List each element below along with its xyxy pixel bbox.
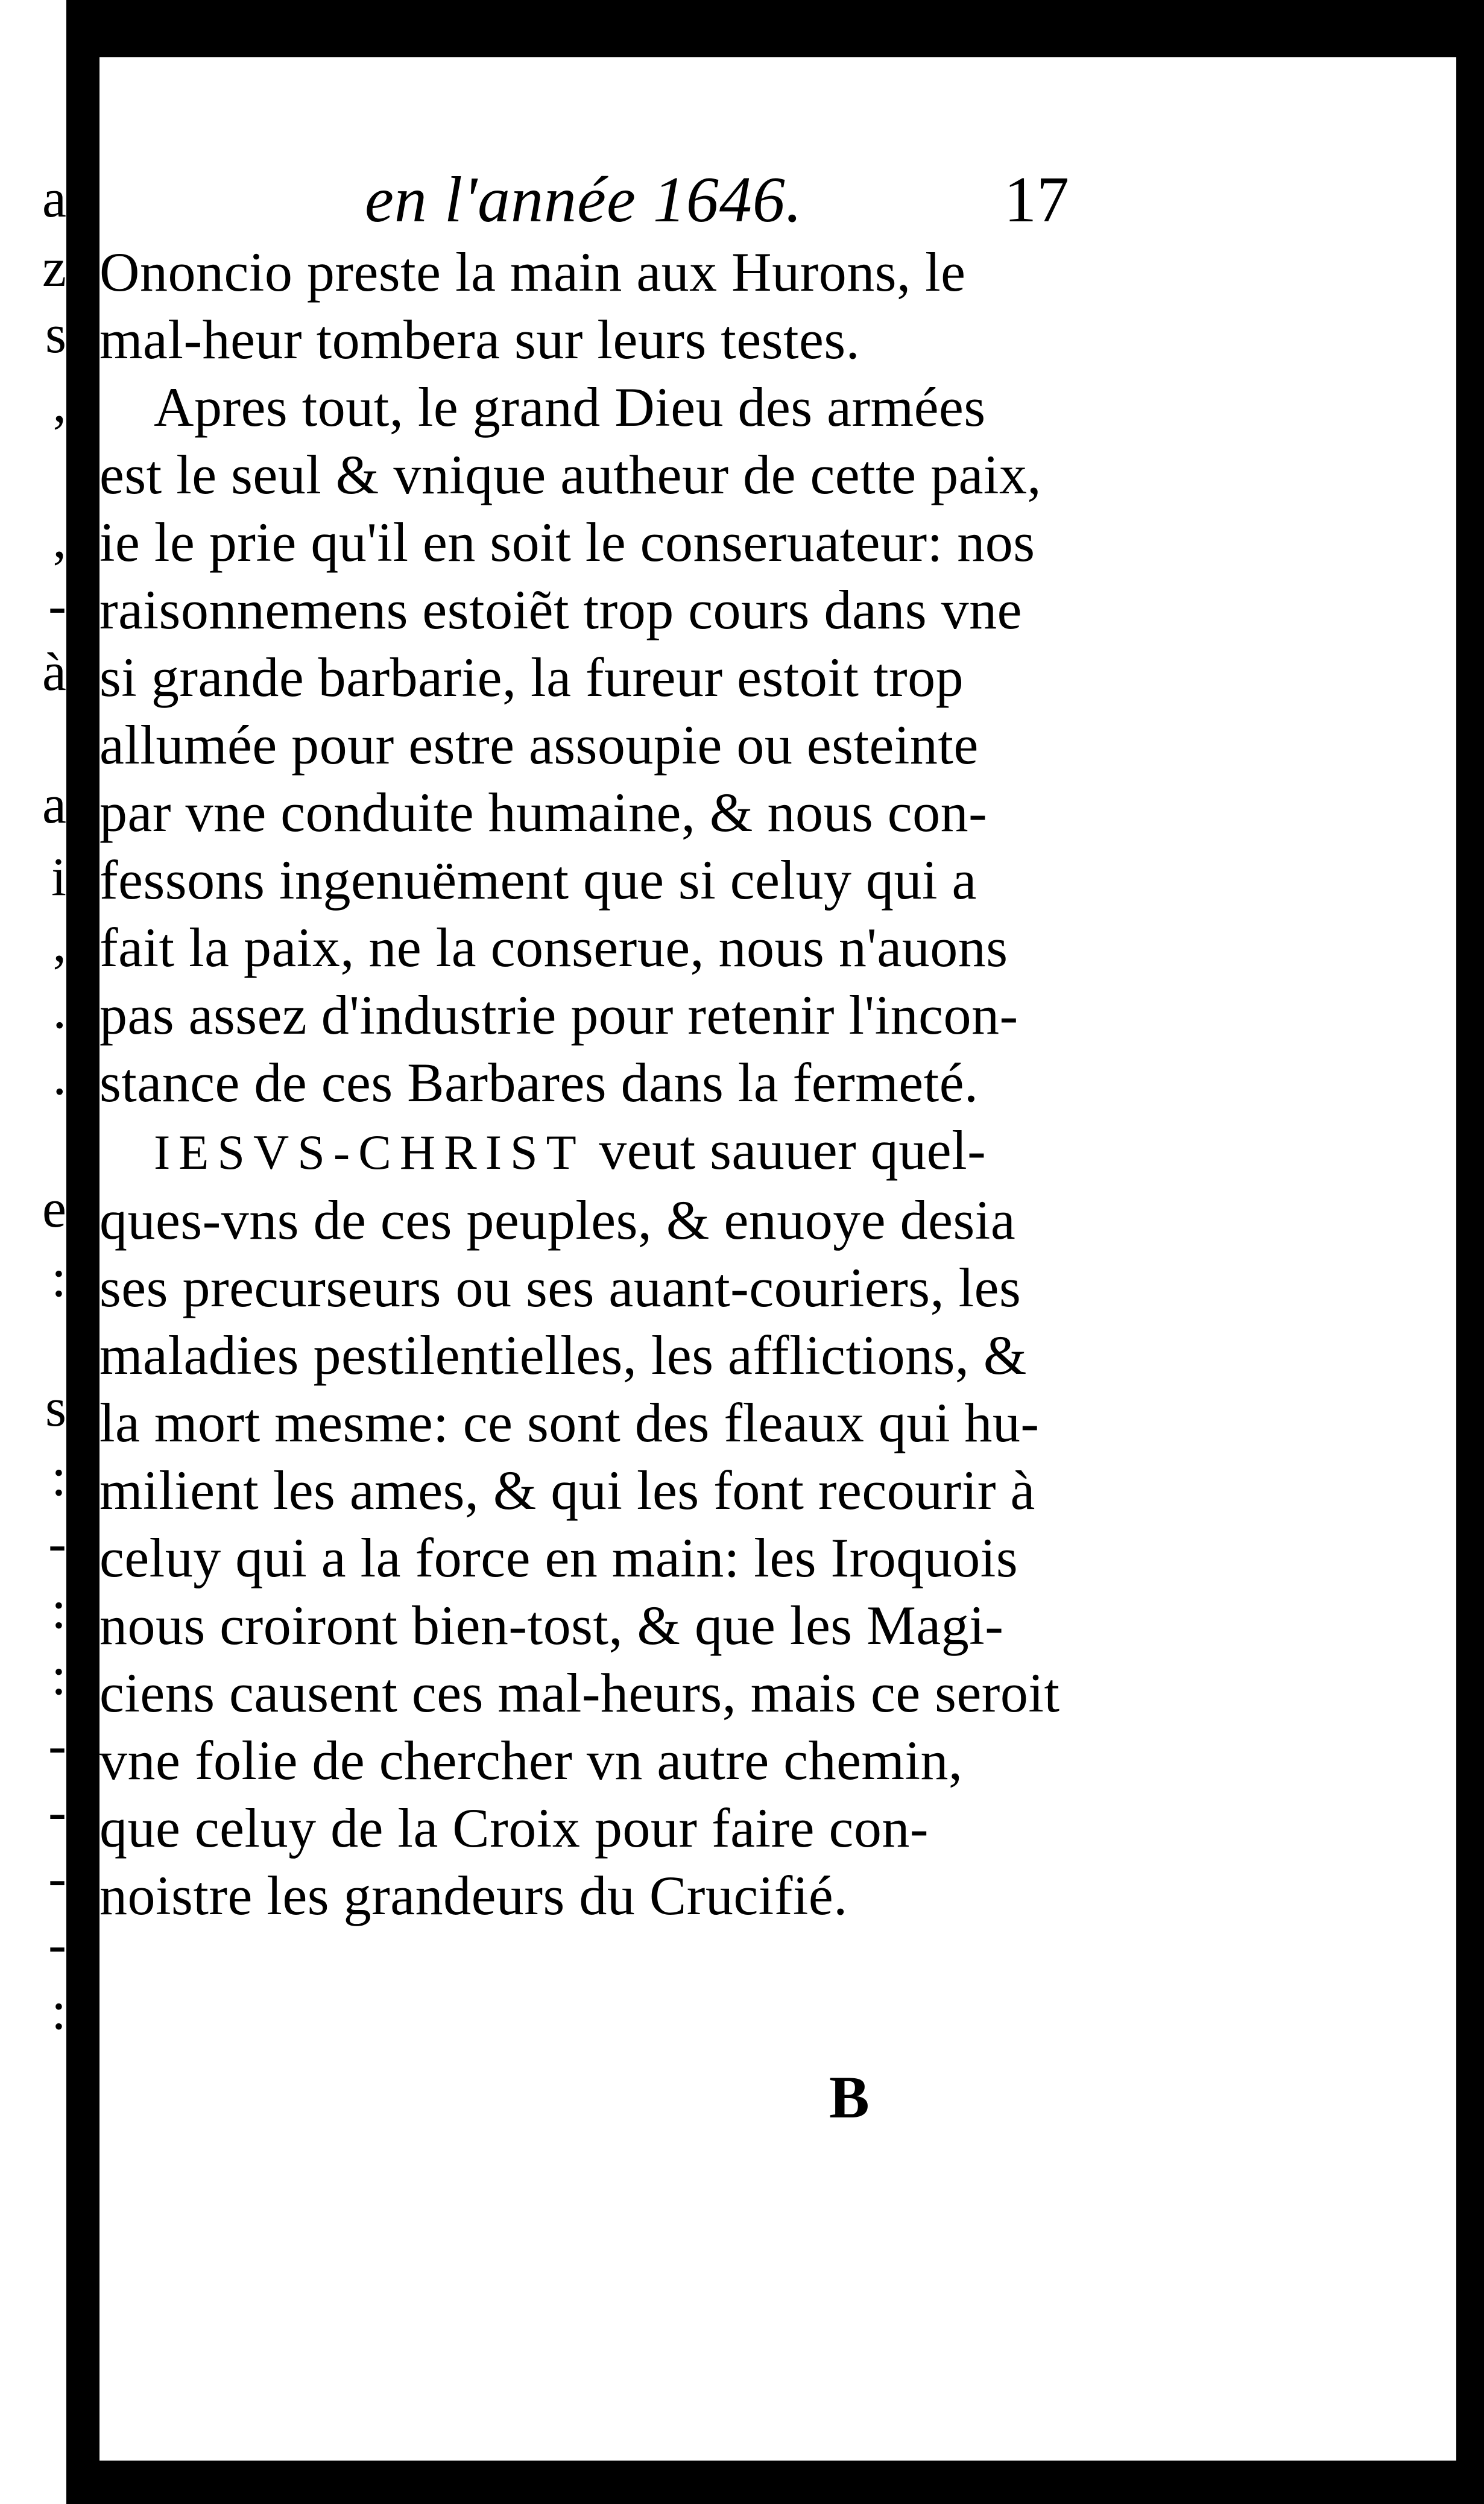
text-line: vne folie de chercher vn autre chemin, <box>99 1730 963 1791</box>
text-line: ciens causent ces mal-heurs, mais ce seroit <box>99 1662 1060 1724</box>
edge-char: i <box>51 847 66 907</box>
edge-char: , <box>52 914 66 973</box>
edge-char: - <box>48 576 66 636</box>
text-line: raisonnemens estoiẽt trop cours dans vne <box>99 579 1022 640</box>
page-body <box>99 238 1113 1929</box>
text-line: si grande barbarie, la fureur estoit trop <box>99 647 964 708</box>
paragraph-start: Apres tout, le grand Dieu des armées <box>154 376 986 438</box>
edge-char: - <box>48 1716 66 1775</box>
text-line: la mort mesme: ce sont des fleaux qui hu- <box>99 1392 1040 1453</box>
edge-char: s <box>45 1378 66 1438</box>
text-line: noistre les grandeurs du Crucifié. <box>99 1865 848 1926</box>
text-line: ques-vns de ces peuples, & enuoye desia <box>99 1189 1016 1251</box>
edge-char: , <box>52 510 66 569</box>
edge-char: - <box>48 1782 66 1842</box>
text-line: nous croiront bien-tost, & que les Magi- <box>99 1595 1004 1656</box>
running-head: en l'année 1646. <box>365 164 803 236</box>
text-line: milient les ames, & qui les font recourir à <box>99 1459 1035 1521</box>
text-line: maladies pestilentielles, les afflictions, & <box>99 1324 1027 1386</box>
small-caps-name: IESVS-CHRIST <box>154 1125 585 1180</box>
text-line: Ononcio preste la main aux Hurons, le <box>99 241 966 303</box>
edge-char: - <box>48 1848 66 1908</box>
edge-char: z <box>42 238 66 298</box>
edge-char: : <box>51 1447 66 1507</box>
edge-char: . <box>52 1046 66 1106</box>
text-line: par vne conduite humaine, & nous con- <box>99 782 988 843</box>
edge-char: e <box>42 1179 66 1239</box>
edge-char: : <box>51 1580 66 1640</box>
paragraph-start <box>99 1116 1113 1186</box>
page-header <box>99 163 1456 241</box>
text-line: ie le prie qu'il en soit le conseruateur: nos <box>99 511 1035 573</box>
edge-char: s <box>45 305 66 364</box>
text-line: ses precurseurs ou ses auant-couriers, les <box>99 1257 1021 1318</box>
book-page <box>99 57 1456 2461</box>
text-line: fait la paix, ne la conserue, nous n'auons <box>99 917 1008 978</box>
signature-mark: B <box>829 2064 870 2131</box>
text-line: stance de ces Barbares dans la fermeté. <box>99 1052 979 1113</box>
edge-char: a <box>42 775 66 835</box>
edge-char: à <box>42 642 66 702</box>
text-line: est le seul & vnique autheur de cette paix, <box>99 444 1041 505</box>
page-number: 17 <box>1004 164 1069 236</box>
edge-char: : <box>51 1981 66 2041</box>
text-line: fessons ingenuëment que si celuy qui a <box>99 849 977 911</box>
text-line: celuy qui a la force en main: les Iroquois <box>99 1527 1018 1589</box>
edge-char: - <box>48 1915 66 1974</box>
edge-char: . <box>52 980 66 1040</box>
edge-char: a <box>42 169 66 229</box>
text-fragment: veut sauuer quel- <box>584 1119 987 1181</box>
edge-char: : <box>51 1646 66 1706</box>
edge-char: , <box>52 374 66 434</box>
text-line: pas assez d'industrie pour retenir l'incon- <box>99 984 1018 1046</box>
text-line: que celuy de la Croix pour faire con- <box>99 1797 929 1859</box>
adjacent-page-edge <box>0 0 66 2504</box>
edge-char: - <box>48 1514 66 1573</box>
text-line: mal-heur tombera sur leurs testes. <box>99 309 860 370</box>
edge-char: : <box>51 1248 66 1308</box>
text-line: allumée pour estre assoupie ou esteinte <box>99 714 979 776</box>
page-gutter <box>66 0 99 2504</box>
